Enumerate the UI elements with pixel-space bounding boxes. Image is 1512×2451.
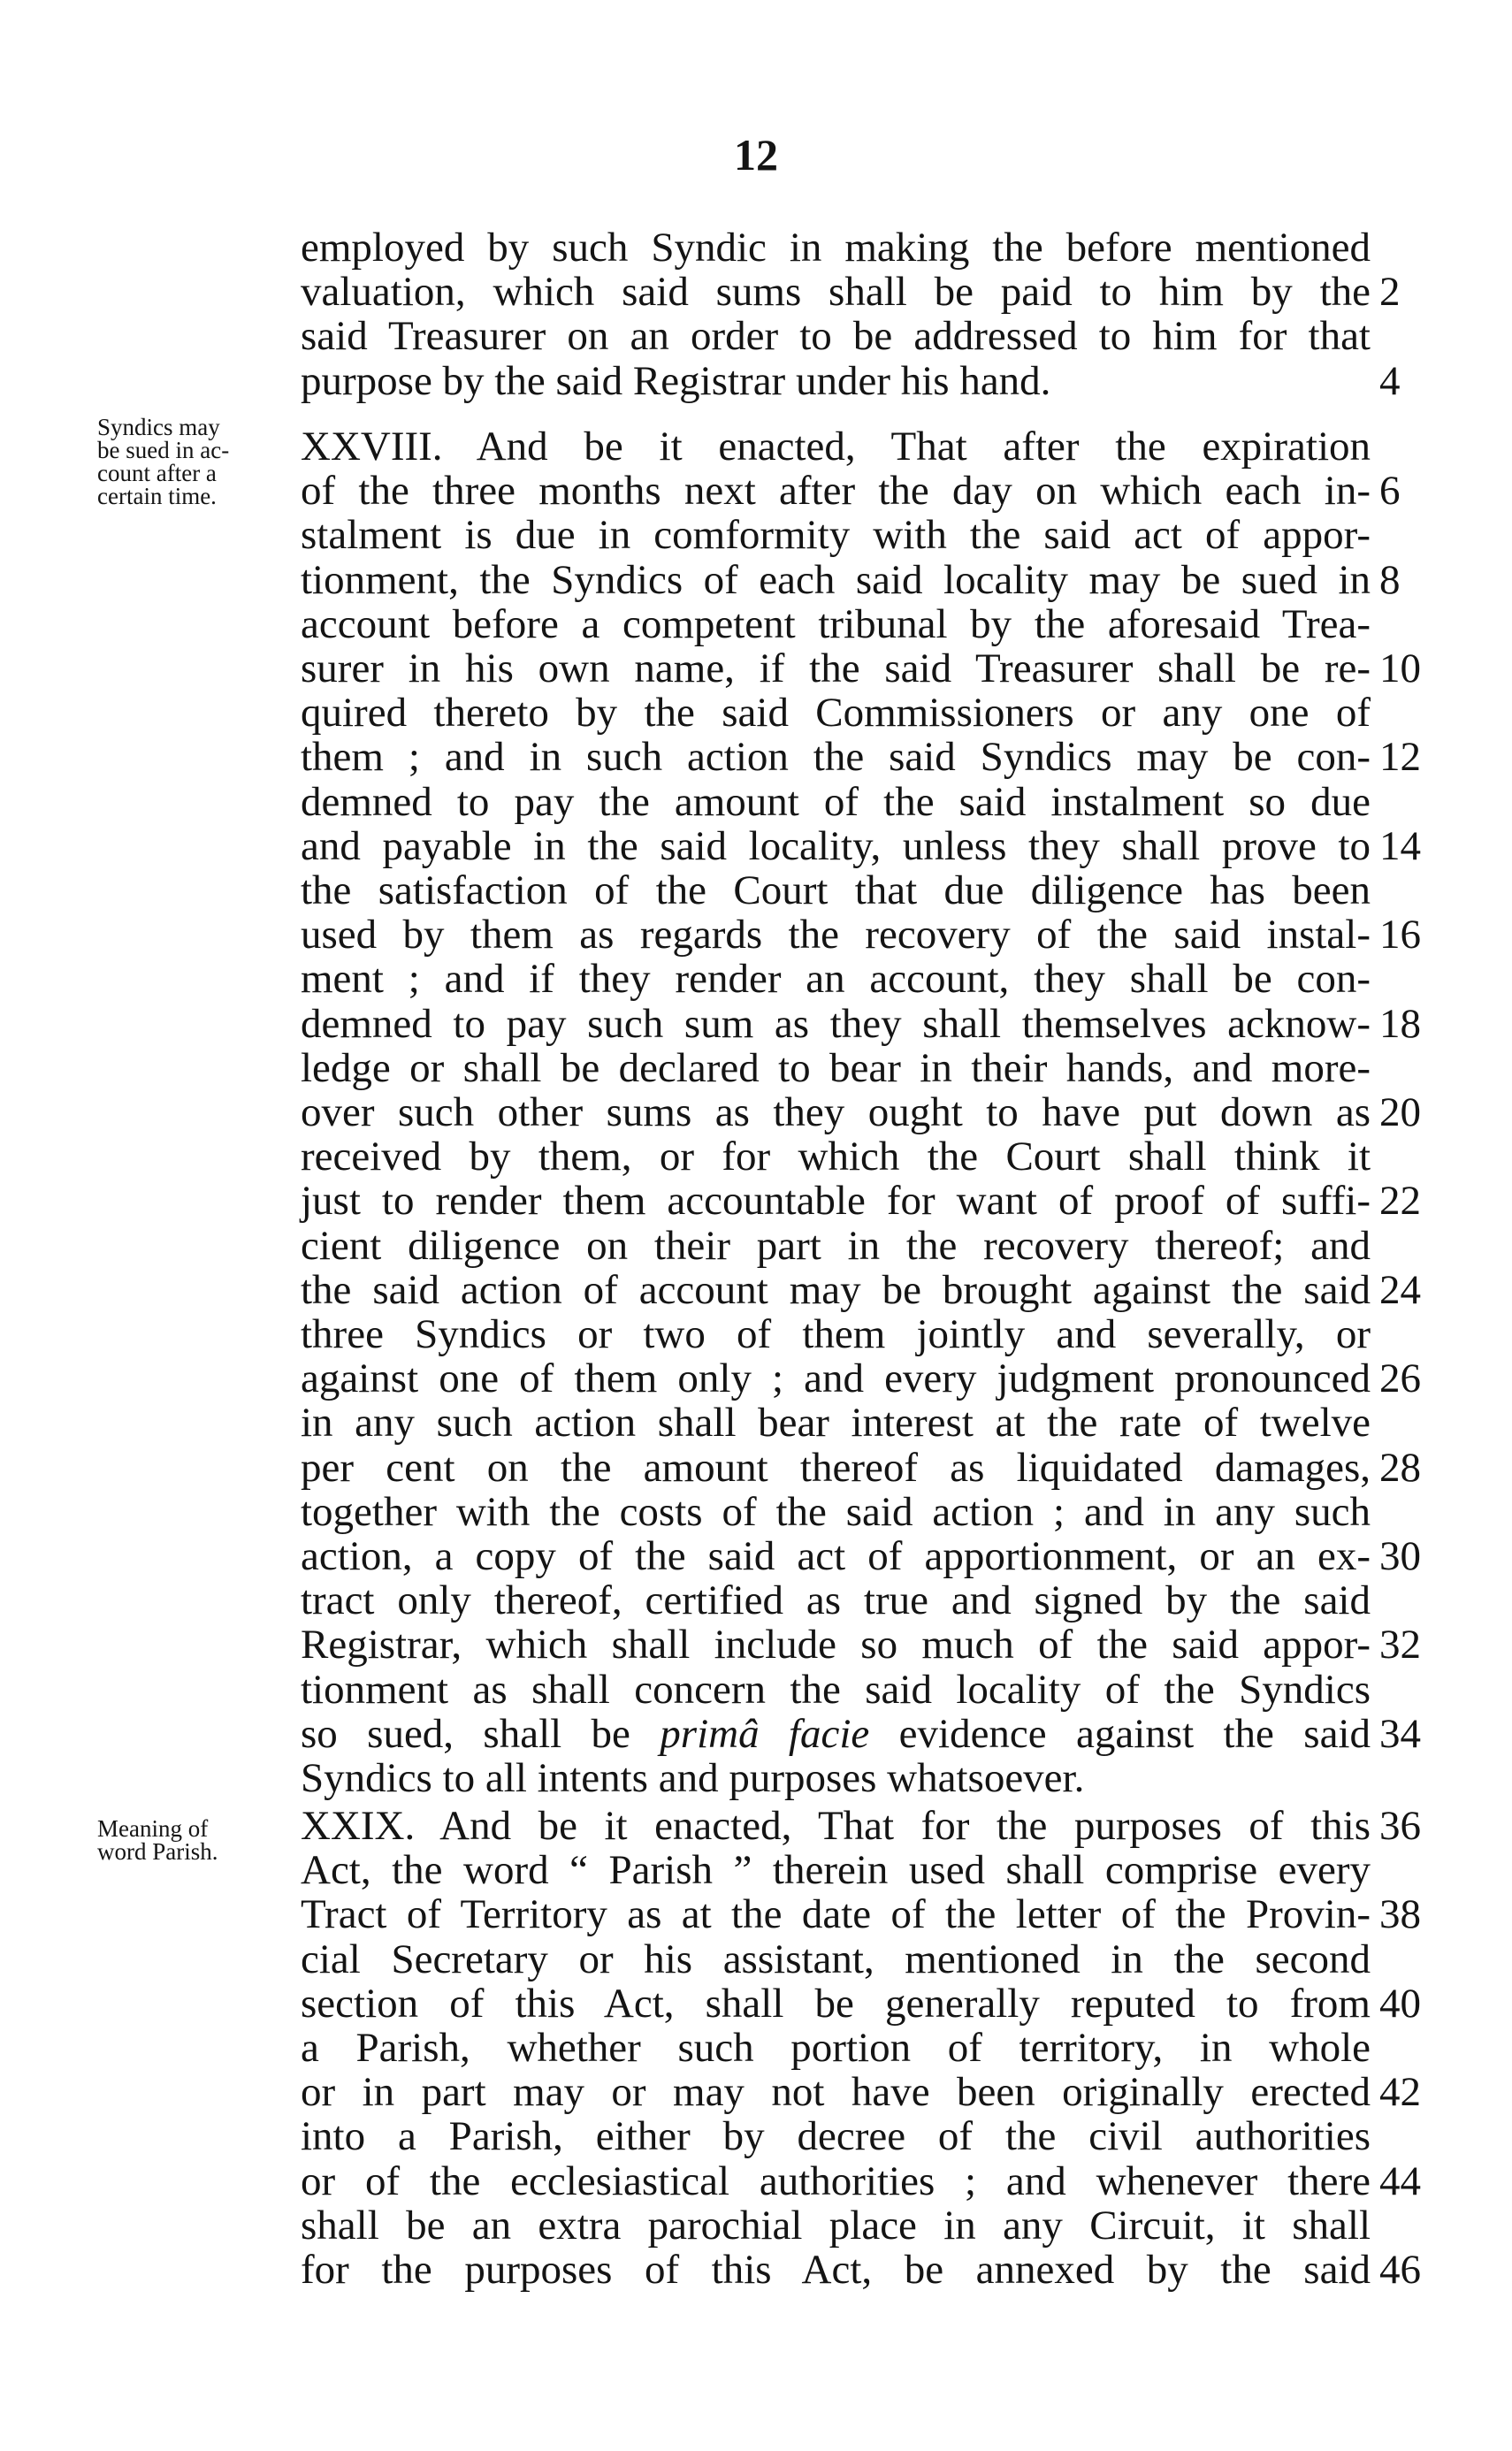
line-number: 28 xyxy=(1379,1445,1421,1491)
text-line: and payable in the said locality, unless they shall prove to xyxy=(301,823,1371,869)
text-line: action, a copy of the said act of apportionment, or an ex- xyxy=(301,1533,1371,1579)
line-number: 18 xyxy=(1379,1001,1421,1047)
text-line: XXVIII. And be it enacted, That after the expiration xyxy=(301,424,1371,470)
margin-note-line: be sued in ac- xyxy=(97,437,230,463)
text-line: XXIX. And be it enacted, That for the purposes of this xyxy=(301,1803,1371,1849)
text-line: a Parish, whether such portion of territory, in whole xyxy=(301,2025,1371,2071)
text-line: of the three months next after the day on which each in- xyxy=(301,468,1371,514)
line-number: 26 xyxy=(1379,1355,1421,1401)
text-line: or of the ecclesiastical authorities ; and whenever there xyxy=(301,2158,1371,2204)
text-line: tionment as shall concern the said locality of the Syndics xyxy=(301,1667,1371,1713)
margin-note-line: word Parish. xyxy=(97,1838,218,1865)
text-segment: evidence against the said xyxy=(869,1711,1371,1757)
text-line: the said action of account may be brought against the said xyxy=(301,1267,1371,1313)
page-number: 12 xyxy=(734,130,778,179)
line-number: 8 xyxy=(1379,557,1401,603)
text-line: employed by such Syndic in making the before mentioned xyxy=(301,225,1371,271)
text-line: quired thereto by the said Commissioners or any one of xyxy=(301,690,1371,736)
text-line: ledge or shall be declared to bear in their hands, and more- xyxy=(301,1045,1371,1091)
line-number: 16 xyxy=(1379,912,1421,958)
line-number: 44 xyxy=(1379,2158,1421,2204)
line-number: 30 xyxy=(1379,1533,1421,1579)
line-number: 6 xyxy=(1379,468,1401,514)
text-line: into a Parish, either by decree of the civil authorities xyxy=(301,2113,1371,2159)
text-line: in any such action shall bear interest at the rate of twelve xyxy=(301,1400,1371,1446)
line-number: 20 xyxy=(1379,1089,1421,1135)
text-line: against one of them only ; and every judgment pronounced xyxy=(301,1355,1371,1401)
text-line: or in part may or may not have been originally erected xyxy=(301,2069,1371,2115)
text-line: received by them, or for which the Court shall think it xyxy=(301,1134,1371,1180)
text-line xyxy=(301,1712,1371,1756)
text-line: Syndics to all intents and purposes whatsoever. xyxy=(301,1755,1085,1801)
text-segment: so sued, shall be xyxy=(301,1711,661,1757)
line-number: 24 xyxy=(1379,1267,1421,1313)
margin-note xyxy=(97,416,292,508)
line-number: 22 xyxy=(1379,1178,1421,1224)
text-line: shall be an extra parochial place in any Circuit, it shall xyxy=(301,2203,1371,2249)
line-number: 4 xyxy=(1379,358,1401,404)
text-line: account before a competent tribunal by the aforesaid Trea- xyxy=(301,601,1371,647)
text-line: ment ; and if they render an account, they shall be con- xyxy=(301,956,1371,1002)
text-line: tract only thereof, certified as true and signed by the said xyxy=(301,1577,1371,1623)
text-line: cient diligence on their part in the recovery thereof; and xyxy=(301,1223,1371,1269)
margin-note xyxy=(97,1817,292,1863)
line-number: 46 xyxy=(1379,2247,1421,2293)
text-line: per cent on the amount thereof as liquidated damages, xyxy=(301,1445,1371,1491)
line-number: 10 xyxy=(1379,645,1421,691)
text-line: used by them as regards the recovery of the said instal- xyxy=(301,912,1371,958)
line-number: 38 xyxy=(1379,1891,1421,1937)
line-number: 34 xyxy=(1379,1711,1421,1757)
text-line: just to render them accountable for want of proof of suffi- xyxy=(301,1178,1371,1224)
line-number: 12 xyxy=(1379,734,1421,780)
text-line: for the purposes of this Act, be annexed by the said xyxy=(301,2247,1371,2293)
text-line: over such other sums as they ought to have put down as xyxy=(301,1089,1371,1135)
text-line: Registrar, which shall include so much of the said appor- xyxy=(301,1622,1371,1668)
text-line: cial Secretary or his assistant, mentioned in the second xyxy=(301,1936,1371,1982)
text-line: Act, the word “ Parish ” therein used shall comprise every xyxy=(301,1847,1371,1893)
text-line: said Treasurer on an order to be addressed to him for that xyxy=(301,313,1371,359)
margin-note-line: Syndics may xyxy=(97,414,220,440)
text-line: them ; and in such action the said Syndics may be con- xyxy=(301,734,1371,780)
text-line: purpose by the said Registrar under his hand. xyxy=(301,358,1051,404)
text-line: section of this Act, shall be generally reputed to from xyxy=(301,1981,1371,2027)
text-line: stalment is due in comformity with the said act of appor- xyxy=(301,512,1371,558)
text-line: Tract of Territory as at the date of the letter of the Provin- xyxy=(301,1891,1371,1937)
text-line: tionment, the Syndics of each said locality may be sued in xyxy=(301,557,1371,603)
line-number: 42 xyxy=(1379,2069,1421,2115)
italic-phrase: primâ facie xyxy=(660,1711,870,1757)
text-line: demned to pay the amount of the said instalment so due xyxy=(301,779,1371,825)
text-line: valuation, which said sums shall be paid to him by the xyxy=(301,269,1371,315)
line-number: 36 xyxy=(1379,1803,1421,1849)
text-line: surer in his own name, if the said Treasurer shall be re- xyxy=(301,645,1371,691)
text-line: three Syndics or two of them jointly and severally, or xyxy=(301,1311,1371,1357)
margin-note-line: count after a xyxy=(97,460,217,486)
line-number: 32 xyxy=(1379,1622,1421,1668)
margin-note-line: certain time. xyxy=(97,483,217,509)
line-number: 2 xyxy=(1379,269,1401,315)
line-number: 40 xyxy=(1379,1981,1421,2027)
text-line: together with the costs of the said action ; and in any such xyxy=(301,1489,1371,1535)
line-number: 14 xyxy=(1379,823,1421,869)
text-line: demned to pay such sum as they shall themselves acknow- xyxy=(301,1001,1371,1047)
text-line: the satisfaction of the Court that due diligence has been xyxy=(301,867,1371,913)
margin-note-line: Meaning of xyxy=(97,1815,209,1842)
